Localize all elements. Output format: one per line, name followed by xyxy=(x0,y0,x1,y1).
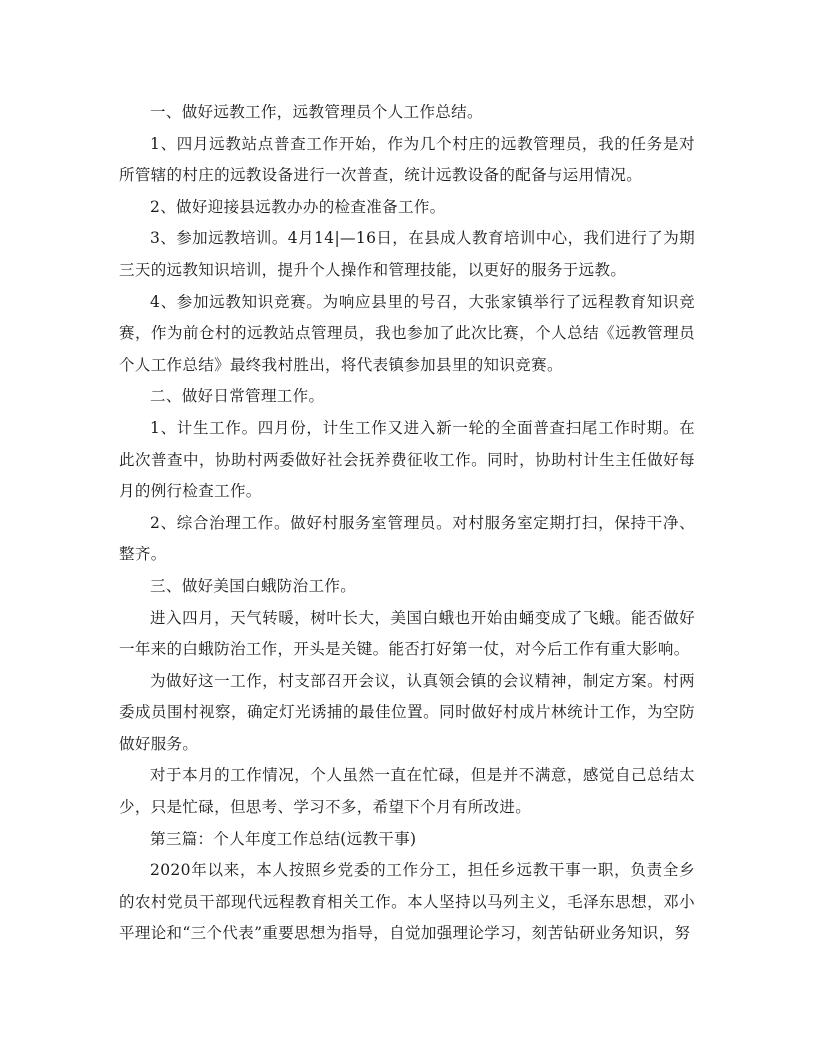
paragraph: 进入四月，天气转暖，树叶长大，美国白蛾也开始由蛹变成了飞蛾。能否做好一年来的白蛾防治工作，开头是关键。能否打好第一仗，对今后工作有重大影响。 xyxy=(119,608,695,659)
paragraph: 1、计生工作。四月份，计生工作又进入新一轮的全面普查扫尾工作时期。在此次普查中，协助村两委做好社会抚养费征收工作。同时，协助村计生主任做好每月的例行检查工作。 xyxy=(119,418,695,501)
paragraph: 2、做好迎接县远教办办的检查准备工作。 xyxy=(150,197,446,216)
heading-part-3: 第三篇：个人年度工作总结(远教干事) xyxy=(150,829,417,848)
paragraph: 为做好这一工作，村支部召开会议，认真领会镇的会议精神，制定方案。村两委成员围村视察，确定灯光诱捕的最佳位置。同时做好村成片林统计工作，为空防做好服务。 xyxy=(119,671,695,753)
paragraph: 4、参加远教知识竞赛。为响应县里的号召，大张家镇举行了远程教育知识竞赛，作为前仓村的远教站点管理员，我也参加了此次比赛，个人总结《远教管理员个人工作总结》最终我村胜出，将代表镇参加县里的知识竞赛。 xyxy=(119,292,695,374)
paragraph: 2020年以来，本人按照乡党委的工作分工，担任乡远教干事一职，负责全乡的农村党员干部现代远程教育相关工作。本人坚持以马列主义，毛泽东思想，邓小平理论和“三个代表”重要思想为指导，自觉加强理论学习，刻苦钻研业务知识，努 xyxy=(119,861,695,943)
heading-section-3: 三、做好美国白蛾防治工作。 xyxy=(150,576,357,595)
document-body xyxy=(119,97,695,950)
paragraph: 2、综合治理工作。做好村服务室管理员。对村服务室定期打扫，保持干净、整齐。 xyxy=(119,513,695,564)
paragraph: 1、四月远教站点普查工作开始，作为几个村庄的远教管理员，我的任务是对所管辖的村庄的远教设备进行一次普查，统计远教设备的配备与运用情况。 xyxy=(119,134,695,185)
heading-section-2: 二、做好日常管理工作。 xyxy=(150,387,325,406)
paragraph: 对于本月的工作情况，个人虽然一直在忙碌，但是并不满意，感觉自己总结太少，只是忙碌，但思考、学习不多，希望下个月有所改进。 xyxy=(119,766,695,817)
paragraph: 3、参加远教培训。4月14|—16日，在县成人教育培训中心，我们进行了为期三天的远教知识培训，提升个人操作和管理技能，以更好的服务于远教。 xyxy=(119,229,695,279)
heading-section-1: 一、做好远教工作，远教管理员个人工作总结。 xyxy=(150,103,483,121)
